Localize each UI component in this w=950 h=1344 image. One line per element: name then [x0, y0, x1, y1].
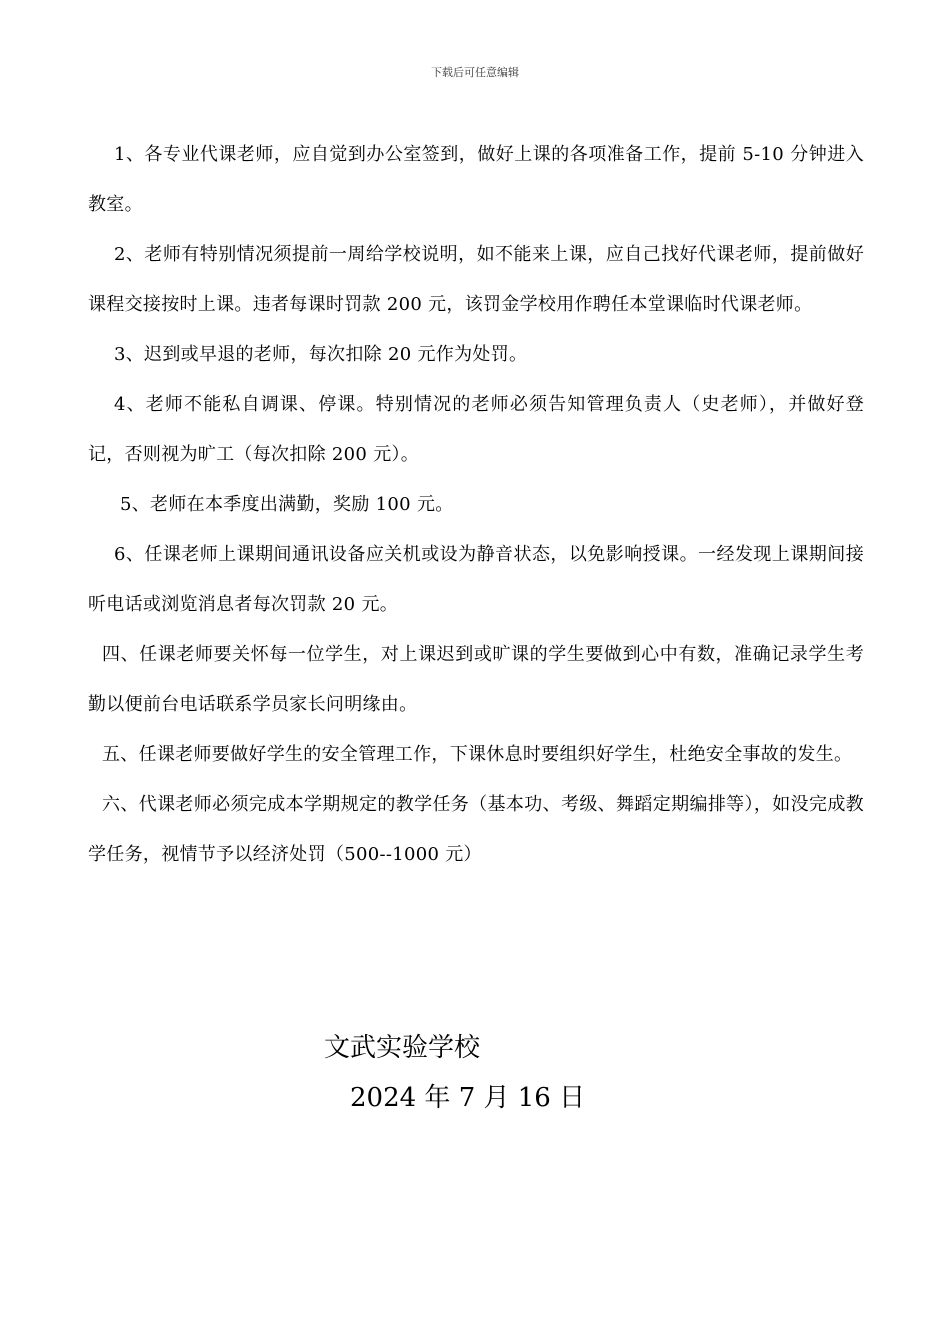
- rule-paragraph-six: 六、代课老师必须完成本学期规定的教学任务（基本功、考级、舞蹈定期编排等），如没完成教学任务，视情节予以经济处罚（500--1000 元）: [88, 794, 864, 865]
- rule-paragraph-6: 6、任课老师上课期间通讯设备应关机或设为静音状态，以免影响授课。一经发现上课期间接听电话或浏览消息者每次罚款 20 元。: [88, 544, 864, 615]
- rule-paragraph-3: 3、迟到或早退的老师，每次扣除 20 元作为处罚。: [114, 344, 528, 365]
- rules-body: [88, 130, 864, 880]
- school-name: 文武实验学校: [324, 1033, 481, 1063]
- rule-paragraph-four: 四、任课老师要关怀每一位学生，对上课迟到或旷课的学生要做到心中有数，准确记录学生考勤以便前台电话联系学员家长问明缘由。: [88, 644, 864, 715]
- rule-paragraph-five: 五、任课老师要做好学生的安全管理工作，下课休息时要组织好学生，杜绝安全事故的发生。: [102, 744, 853, 765]
- signature-date: 2024 年 7 月 16 日: [350, 1083, 586, 1113]
- rule-paragraph-1: 1、各专业代课老师，应自觉到办公室签到，做好上课的各项准备工作，提前 5-10 分钟进入教室。: [88, 144, 864, 215]
- rule-paragraph-4: 4、老师不能私自调课、停课。特别情况的老师必须告知管理负责人（史老师），并做好登记，否则视为旷工（每次扣除 200 元）。: [88, 394, 864, 465]
- rule-paragraph-5: 5、老师在本季度出满勤，奖励 100 元。: [120, 494, 454, 515]
- download-note: 下载后可任意编辑: [431, 66, 519, 79]
- rule-paragraph-2: 2、老师有特别情况须提前一周给学校说明，如不能来上课，应自己找好代课老师，提前做好课程交接按时上课。违者每课时罚款 200 元，该罚金学校用作聘任本堂课临时代课老师。: [88, 244, 864, 315]
